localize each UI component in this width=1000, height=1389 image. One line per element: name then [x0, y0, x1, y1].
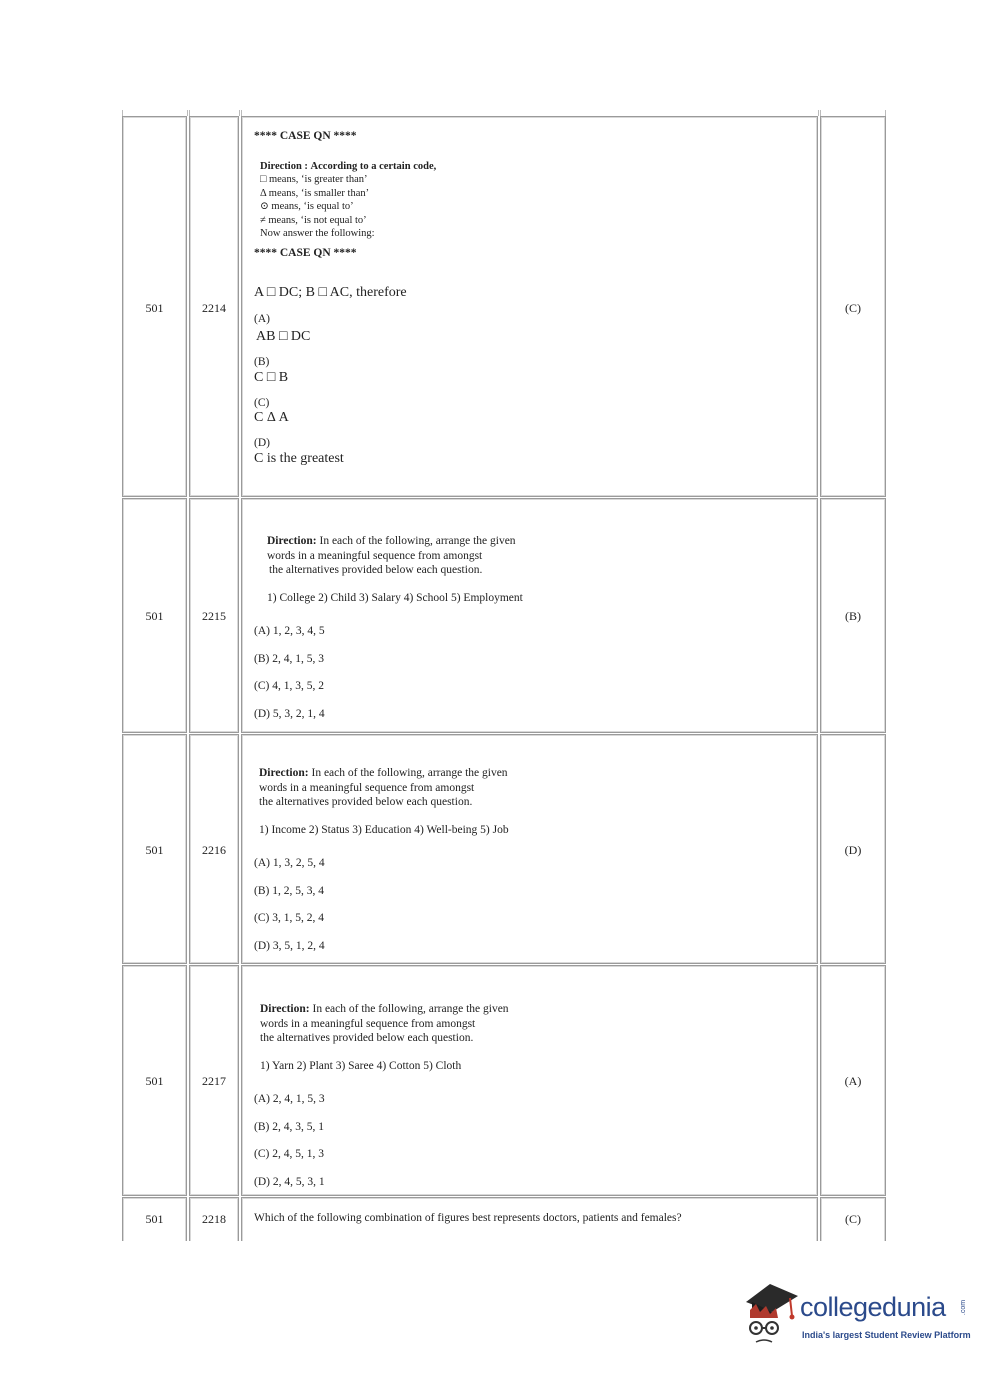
- cell-question: [241, 498, 818, 733]
- cell-question-number: 2214: [189, 116, 239, 497]
- option-label: (D): [254, 437, 270, 450]
- option-text: C □ B: [254, 369, 289, 385]
- code-line: □ means, ‘is greater than’: [260, 174, 368, 186]
- direction-text: According to a certain code,: [310, 160, 437, 172]
- direction-line: words in a meaningful sequence from amongst: [267, 549, 483, 562]
- question-content: [254, 766, 809, 960]
- word-list: 1) Yarn 2) Plant 3) Saree 4) Cotton 5) Cloth: [260, 1059, 462, 1072]
- option: (D) 2, 4, 5, 3, 1: [254, 1175, 325, 1188]
- direction-line: the alternatives provided below each question.: [260, 1032, 474, 1044]
- code-line: ⊙ means, ‘is equal to’: [260, 201, 354, 213]
- option: (C) 4, 1, 3, 5, 2: [254, 680, 324, 692]
- option: (C) 3, 1, 5, 2, 4: [254, 912, 324, 924]
- table-row: [122, 1197, 886, 1241]
- case-footer: **** CASE QN ****: [254, 246, 357, 259]
- code-line: Now answer the following:: [260, 228, 375, 240]
- cell-question: [241, 116, 818, 497]
- table-row: [122, 498, 886, 733]
- cell-subject-code: 501: [122, 734, 187, 964]
- option: (D) 5, 3, 2, 1, 4: [254, 707, 325, 720]
- question-text: Which of the following combination of figures best represents doctors, patients and females?: [254, 1212, 682, 1224]
- code-line: ≠ means, ‘is not equal to’: [260, 214, 367, 226]
- cell-subject-code: 501: [122, 116, 187, 497]
- cell-question: [241, 965, 818, 1196]
- cell-answer: (C): [820, 116, 886, 497]
- option: (A) 1, 3, 2, 5, 4: [254, 857, 325, 869]
- cell-subject-code: 501: [122, 1197, 187, 1241]
- cell-answer: (D): [820, 734, 886, 964]
- option-text: C Δ A: [254, 410, 289, 426]
- option-text: AB □ DC: [256, 329, 311, 345]
- option: (B) 2, 4, 3, 5, 1: [254, 1120, 324, 1133]
- cell-question: [241, 734, 818, 964]
- option: (A) 1, 2, 3, 4, 5: [254, 625, 325, 637]
- cell-question-number: 2215: [189, 498, 239, 733]
- option: (B) 2, 4, 1, 5, 3: [254, 652, 324, 665]
- direction-label: Direction:: [267, 535, 317, 547]
- cell-question: [241, 1197, 818, 1241]
- mascot-icon: [742, 1282, 800, 1352]
- question-content: [254, 1002, 809, 1196]
- direction-line: In each of the following, arrange the given: [312, 1003, 509, 1015]
- word-list: 1) College 2) Child 3) Salary 4) School 5) Employment: [267, 591, 523, 604]
- cell-subject-code: 501: [122, 498, 187, 733]
- option: (B) 1, 2, 5, 3, 4: [254, 884, 324, 897]
- option-label: (B): [254, 355, 270, 368]
- direction-label: Direction:: [259, 767, 309, 779]
- cell-subject-code: 501: [122, 965, 187, 1196]
- cell-answer: (B): [820, 498, 886, 733]
- option-label: (A): [254, 313, 270, 326]
- option: (A) 2, 4, 1, 5, 3: [254, 1093, 325, 1105]
- direction-line: the alternatives provided below each question.: [269, 564, 483, 576]
- case-header: **** CASE QN ****: [254, 130, 357, 142]
- cell-question-number: 2216: [189, 734, 239, 964]
- word-list: 1) Income 2) Status 3) Education 4) Well-being 5) Job: [259, 823, 509, 836]
- table-row: [122, 734, 886, 964]
- direction-line: words in a meaningful sequence from amongst: [259, 781, 475, 794]
- collegedunia-logo: [742, 1282, 972, 1352]
- option: (C) 2, 4, 5, 1, 3: [254, 1148, 324, 1160]
- cell-question-number: 2218: [189, 1197, 239, 1241]
- code-line: Δ means, ‘is smaller than’: [260, 187, 370, 199]
- logo-name: collegedunia: [800, 1292, 946, 1322]
- logo-suffix: .com: [960, 1299, 968, 1316]
- direction-line: words in a meaningful sequence from amongst: [260, 1017, 476, 1030]
- direction-label: Direction :: [260, 160, 308, 172]
- cell-question-number: 2217: [189, 965, 239, 1196]
- direction-label: Direction:: [260, 1003, 310, 1015]
- question-content: [254, 534, 809, 728]
- direction-line: the alternatives provided below each question.: [259, 796, 473, 808]
- question-text: A □ DC; B □ AC, therefore: [254, 284, 407, 300]
- table-row: [122, 965, 886, 1196]
- option-label: (C): [254, 396, 270, 409]
- table-row: [122, 116, 886, 497]
- option-text: C is the greatest: [254, 450, 344, 466]
- cell-answer: (A): [820, 965, 886, 1196]
- direction-line: In each of the following, arrange the given: [311, 767, 508, 779]
- question-content: [254, 130, 809, 468]
- option: (D) 3, 5, 1, 2, 4: [254, 939, 325, 952]
- direction-line: In each of the following, arrange the given: [319, 535, 516, 547]
- cell-answer: (C): [820, 1197, 886, 1241]
- logo-tagline: India's largest Student Review Platform: [802, 1330, 971, 1340]
